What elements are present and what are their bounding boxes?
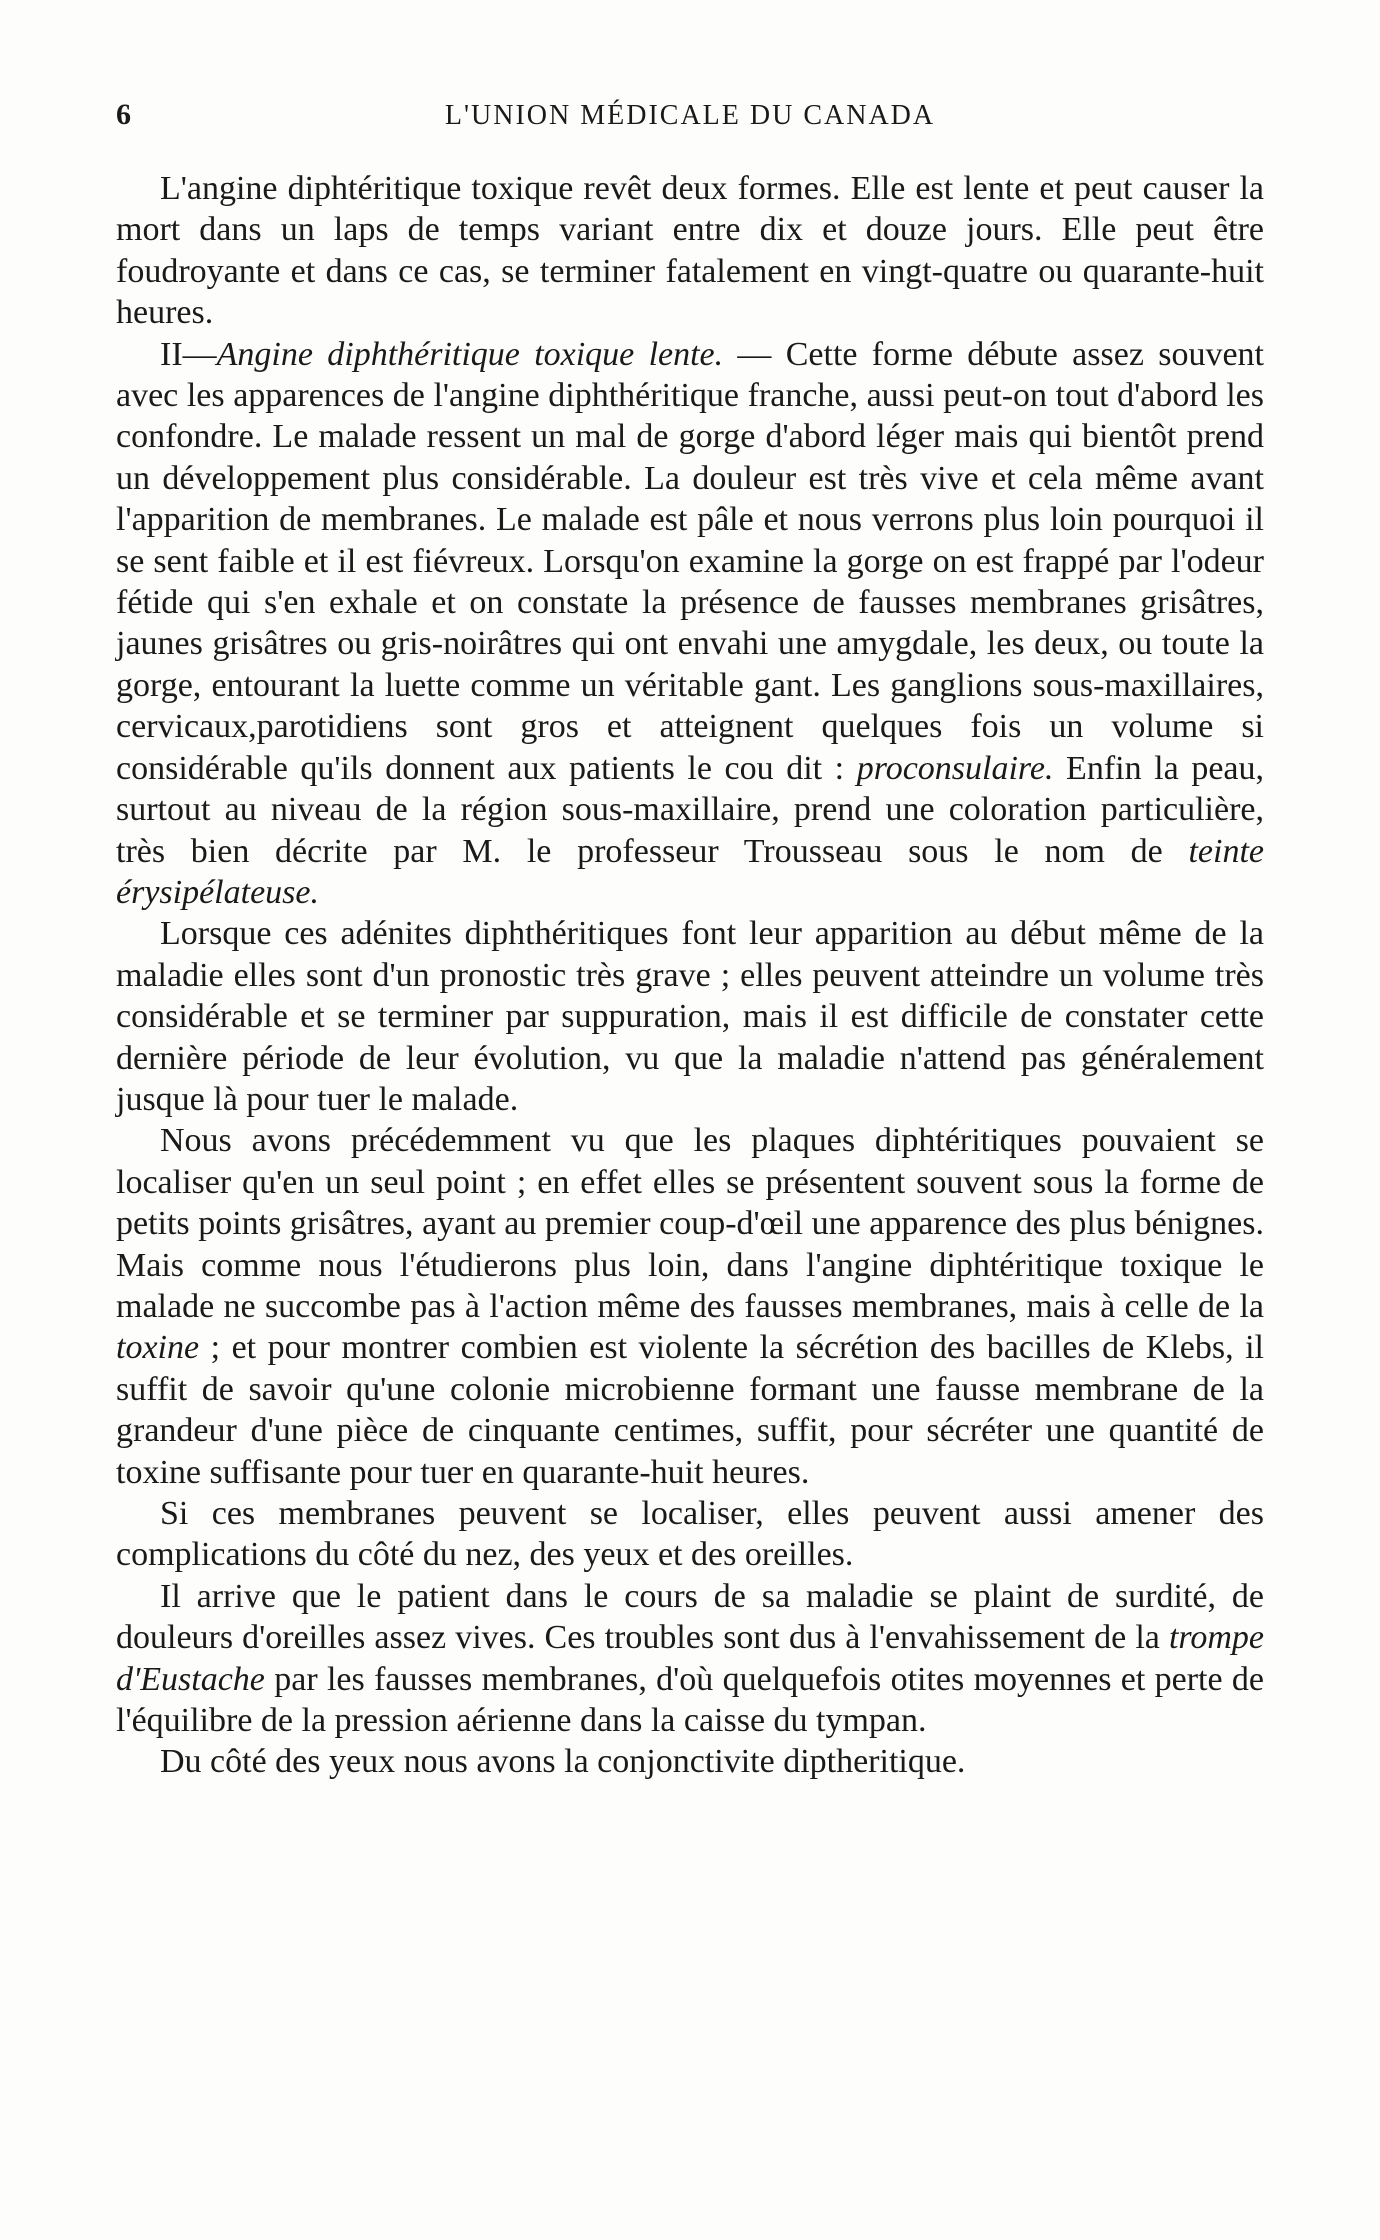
running-head bbox=[116, 98, 1264, 142]
paragraph-plaques bbox=[116, 1120, 1264, 1493]
paragraph-adenites bbox=[116, 913, 1264, 1120]
article-body bbox=[116, 168, 1264, 1783]
paragraph-text: ; et pour montrer combien est violente la sécrétion des bacilles de Klebs, il suffit de savoir qu'une colonie microbienne formant une fausse membrane de la grandeur d'une pièce de cinquante centimes, suffit, pour sécréter une quantité de toxine suffisante pour tuer en quarante-huit heures. bbox=[116, 1329, 1264, 1491]
paragraph-lente bbox=[116, 334, 1264, 914]
paragraph-text: Enfin la peau, surtout au niveau de la région sous-maxillaire, prend une coloration particulière, très bien décrite par M. le professeur Trousseau sous le nom de bbox=[116, 749, 1264, 870]
paragraph-complications bbox=[116, 1493, 1264, 1576]
paragraph-text: Il arrive que le patient dans le cours de sa maladie se plaint de surdité, de douleurs d'oreilles assez vives. Ces troubles sont dus à l'envahissement de la bbox=[116, 1577, 1264, 1657]
paragraph-text: L'angine diphtéritique toxique revêt deux formes. Elle est lente et peut causer la mort dans un laps de temps variant entre dix et douze jours. Elle peut être foudroyante et dans ce cas, se terminer fatalement en vingt-quatre ou quarante-huit heures. bbox=[116, 170, 1264, 332]
italic-term: proconsulaire. bbox=[856, 749, 1054, 787]
paragraph-text: — Cette forme débute assez souvent avec les apparences de l'angine diphthéritique franche, aussi peut-on tout d'abord les confondre. Le malade ressent un mal de gorge d'abord léger mais qui bientôt prend un développement plus considérable. La douleur est très vive et cela même avant l'apparition de membranes. Le malade est pâle et nous verrons plus loin pourquoi il se sent faible et il est fiévreux. Lorsqu'on examine la gorge on est frappé par l'odeur fétide qui s'en exhale et on constate la présence de fausses membranes grisâtres, jaunes grisâtres ou gris-noirâtres qui ont envahi une amygdale, les deux, ou toute la gorge, entourant la luette comme un véritable gant. Les ganglions sous-maxillaires, cervicaux,parotidiens sont gros et atteignent quelques fois un volume si considérable qu'ils donnent aux patients le cou dit : bbox=[116, 335, 1264, 787]
paragraph-text: par les fausses membranes, d'où quelquefois otites moyennes et perte de l'équilibre de la pression aérienne dans la caisse du tympan. bbox=[116, 1660, 1264, 1740]
italic-term: trompe d'Eustache bbox=[116, 1619, 1264, 1698]
page-number: 6 bbox=[116, 98, 132, 131]
italic-term: teinte érysipélateuse. bbox=[116, 832, 1264, 911]
paragraph-yeux bbox=[116, 1741, 1264, 1782]
paragraph-text: Si ces membranes peuvent se localiser, elles peuvent aussi amener des complications du côté du nez, des yeux et des oreilles. bbox=[116, 1495, 1264, 1574]
italic-term: toxine bbox=[116, 1329, 200, 1367]
paragraph-text: Lorsque ces adénites diphthéritiques font leur apparition au début même de la maladie elles sont d'un pronostic très grave ; elles peuvent atteindre un volume très considérable et se terminer par suppuration, mais il est difficile de constater cette dernière période de leur évolution, vu que la maladie n'attend pas généralement jusque là pour tuer le malade. bbox=[116, 915, 1264, 1118]
paragraph-oreilles bbox=[116, 1576, 1264, 1742]
journal-title: L'UNION MÉDICALE DU CANADA bbox=[444, 100, 936, 131]
paragraph-text: Du côté des yeux nous avons la conjonctivite diptheritique. bbox=[160, 1743, 966, 1781]
section-number: II— bbox=[160, 335, 217, 373]
paragraph-text: Nous avons précédemment vu que les plaques diphtéritiques pouvaient se localiser qu'en un seul point ; en effet elles se présentent souvent sous la forme de petits points grisâtres, ayant au premier coup-d'œil une apparence des plus bénignes. Mais comme nous l'étudierons plus loin, dans l'angine diphtéritique toxique le malade ne succombe pas à l'action même des fausses membranes, mais à celle de la bbox=[116, 1122, 1264, 1325]
paragraph-intro bbox=[116, 168, 1264, 334]
section-heading: Angine diphthéritique toxique lente. bbox=[216, 335, 724, 373]
